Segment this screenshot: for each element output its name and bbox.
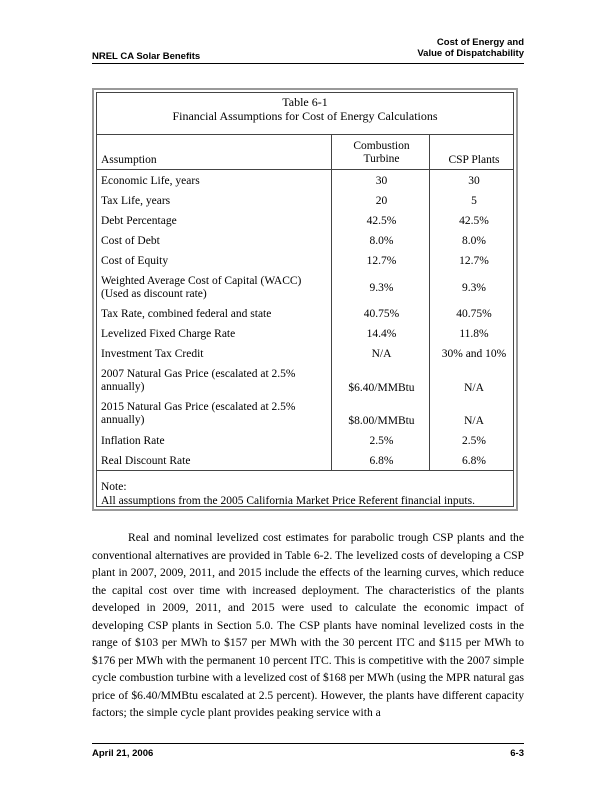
table-caption: [97, 95, 513, 123]
row-label: Tax Life, years: [101, 195, 171, 207]
row-label-line2: annually): [101, 414, 145, 426]
row-value-ct: $6.40/MMBtu: [348, 382, 415, 394]
note-divider: [97, 470, 513, 471]
row-value-csp: N/A: [464, 382, 484, 394]
header-left-title: NREL CA Solar Benefits: [92, 51, 201, 62]
header-row-divider: [97, 169, 513, 170]
caption-divider: [97, 134, 513, 135]
table-title: Financial Assumptions for Cost of Energy Calculations: [172, 109, 438, 123]
header-right-title: [417, 37, 524, 59]
row-label-line1: Weighted Average Cost of Capital (WACC): [101, 275, 302, 287]
note-text: All assumptions from the 2005 California Market Price Referent financial inputs.: [101, 495, 475, 507]
row-value-csp: 6.8%: [462, 455, 486, 467]
column-header-assumption: Assumption: [101, 154, 157, 166]
row-value-ct: 30: [375, 175, 388, 187]
row-value-csp: 8.0%: [462, 235, 486, 247]
row-value-ct: 9.3%: [369, 282, 394, 294]
header-rule: [92, 63, 524, 64]
row-value-csp: 12.7%: [459, 255, 489, 267]
row-value-ct: 40.75%: [363, 308, 400, 320]
financial-assumptions-table: [92, 88, 518, 511]
header-right-line2: Value of Dispatchability: [417, 48, 524, 59]
footer-rule: [92, 743, 524, 744]
row-value-ct: 8.0%: [369, 235, 394, 247]
row-label: Debt Percentage: [101, 215, 177, 227]
row-label: Investment Tax Credit: [101, 348, 204, 360]
note-label: Note:: [101, 481, 127, 493]
row-value-ct: 42.5%: [366, 215, 397, 227]
row-label-line1: 2015 Natural Gas Price (escalated at 2.5%: [101, 401, 296, 413]
row-label: Real Discount Rate: [101, 455, 191, 467]
column-divider-1: [331, 134, 332, 470]
row-label-line2: annually): [101, 381, 145, 393]
row-label: [101, 401, 329, 427]
row-label-line2: (Used as discount rate): [101, 288, 207, 300]
row-value-ct: 14.4%: [366, 328, 397, 340]
row-value-ct: 12.7%: [366, 255, 397, 267]
column-divider-2: [429, 134, 430, 470]
row-value-ct: 2.5%: [369, 435, 394, 447]
footer-date: April 21, 2006: [92, 748, 154, 759]
row-label: Economic Life, years: [101, 175, 200, 187]
row-label: Tax Rate, combined federal and state: [101, 308, 272, 320]
column-header-ct-line1: Combustion: [353, 140, 410, 152]
column-header-csp-plants: CSP Plants: [448, 154, 500, 166]
row-label: Levelized Fixed Charge Rate: [101, 328, 236, 340]
row-value-ct: N/A: [371, 348, 392, 360]
table-inner-border: [96, 92, 514, 507]
row-label: [101, 275, 329, 301]
header-right-line1: Cost of Energy and: [436, 37, 524, 48]
row-value-csp: N/A: [464, 415, 484, 427]
row-value-csp: 5: [471, 195, 477, 207]
page-number: 6-3: [510, 748, 524, 759]
row-value-csp: 30% and 10%: [441, 348, 507, 360]
row-label: Cost of Equity: [101, 255, 169, 267]
row-label-line1: 2007 Natural Gas Price (escalated at 2.5%: [101, 368, 296, 380]
body-text: [92, 529, 524, 722]
row-value-ct: $8.00/MMBtu: [348, 415, 415, 427]
row-value-csp: 9.3%: [462, 282, 486, 294]
row-value-csp: 11.8%: [459, 328, 489, 340]
row-value-ct: 6.8%: [369, 455, 394, 467]
row-value-csp: 42.5%: [459, 215, 489, 227]
row-label: [101, 368, 329, 394]
row-label: Cost of Debt: [101, 235, 160, 247]
row-value-ct: 20: [375, 195, 388, 207]
row-value-csp: 40.75%: [456, 308, 492, 320]
table-note: [101, 480, 475, 508]
row-value-csp: 2.5%: [462, 435, 486, 447]
column-header-combustion-turbine: [334, 140, 429, 166]
page-header: [92, 37, 524, 63]
row-value-csp: 30: [468, 175, 480, 187]
row-label: Inflation Rate: [101, 435, 165, 447]
table-number: Table 6-1: [282, 95, 328, 109]
paragraph: Real and nominal levelized cost estimates for parabolic trough CSP plants and the conventional alternatives are provided in Table 6-2. The levelized costs of developing a CSP plant in 2007, 2009, 2011, and 2015 include the effects of the learning curves, which reduce the capital cost over time with increased deployment. The characteristics of the plants developed in 2009, 2011, and 2015 were used to calculate the economic impact of developing CSP plants in Section 5.0. The CSP plants have nominal levelized costs in the range of $103 per MWh to $157 per MWh with the 30 percent ITC and $115 per MWh to $176 per MWh with the permanent 10 percent ITC. This is competitive with the 2007 simple cycle combustion turbine with a levelized cost of $168 per MWh (using the MPR natural gas price of $6.40/MMBtu escalated at 2.5 percent). However, the plants have different capacity factors; the simple cycle plant provides peaking service with a: [92, 531, 524, 720]
column-header-ct-line2: Turbine: [363, 153, 400, 165]
